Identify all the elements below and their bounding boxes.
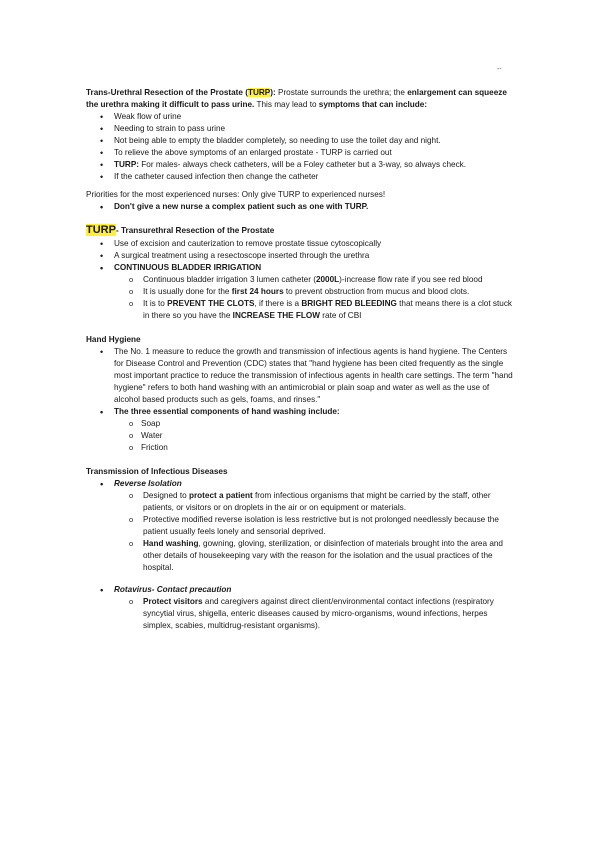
list-item: o Water	[86, 430, 516, 442]
list-item: • Weak flow of urine	[86, 111, 516, 123]
list-item: o It is usually done for the first 24 hours to prevent obstruction from mucus and blood clots.	[86, 286, 516, 298]
list-item: • TURP: For males- always check catheters, will be a Foley catheter but a 3-way, so always check.	[86, 159, 516, 171]
components-heading: • The three essential components of hand washing include:	[86, 406, 516, 418]
list-item: o Soap	[86, 418, 516, 430]
turp-intro-paragraph: Trans-Urethral Resection of the Prostate (TURP): Prostate surrounds the urethra; the enlargement can squeeze the urethra making it difficult to pass urine. This may lead to symptoms that can include:	[86, 88, 507, 109]
reverse-isolation-heading: • Reverse Isolation	[86, 478, 516, 490]
list-item: • Use of excision and cauterization to remove prostate tissue cytoscopically	[86, 238, 516, 250]
priorities-text: Priorities for the most experienced nurses: Only give TURP to experienced nurses!	[86, 190, 386, 199]
list-item: • The No. 1 measure to reduce the growth and transmission of infectious agents is hand hygiene. The Centers for Disease Control and Prevention (CDC) states that "hand hygiene has been cited frequently as the single most important practice to reduce the transmission of infectious agents in health care settings. The term "hand hygiene" refers to both hand washing with an antimicrobial or plain soap and water as well as the use of alcohol based products such as gels, foams, and rinses."	[86, 346, 516, 406]
list-item: • Needing to strain to pass urine	[86, 123, 516, 135]
list-item: o Hand washing, gowning, gloving, sterilization, or disinfection of materials brought into the area and other details of housekeeping vary with the reason for the isolation and the usual practices of the hospital.	[86, 538, 516, 574]
rotavirus-heading: • Rotavirus- Contact precaution	[86, 584, 516, 596]
list-item: o Designed to protect a patient from infectious organisms that might be carried by the staff, other patients, or visitors or on droplets in the air or on equipment or materials.	[86, 490, 516, 514]
list-item: • If the catheter caused infection then change the catheter	[86, 171, 516, 183]
list-item: o Protect visitors and caregivers against direct client/environmental contact infections (respiratory syncytial virus, shigella, enteric diseases caused by micro-organisms, wound infections, herpes simplex, scabies, multidrug-resistant organisms).	[86, 596, 516, 632]
priorities-list	[86, 201, 516, 213]
list-item: o It is to PREVENT THE CLOTS, if there is a BRIGHT RED BLEEDING that means there is a clot stuck in there so you have the INCREASE THE FLOW rate of CBI	[86, 298, 516, 322]
turp-section-heading: TURP- Transurethral Resection of the Prostate	[86, 224, 275, 236]
turp-section-highlight: TURP	[86, 224, 116, 236]
reverse-isolation-list	[86, 490, 516, 574]
rotavirus-list	[86, 584, 516, 596]
list-item: • A surgical treatment using a resectoscope inserted through the urethra	[86, 250, 516, 262]
turp-intro-title: Trans-Urethral Resection of the Prostate (TURP):	[86, 88, 276, 97]
list-item: o Friction	[86, 442, 516, 454]
transmission-list	[86, 478, 516, 490]
cbi-sublist	[86, 274, 516, 322]
turp-section-list	[86, 238, 516, 274]
hand-hygiene-list	[86, 346, 516, 418]
transmission-heading: Transmission of Infectious Diseases	[86, 467, 228, 476]
list-item: o Protective modified reverse isolation is less restrictive but is not prolonged needlessly because the patient usually feels lonely and sensorial deprived.	[86, 514, 516, 538]
symptom-list	[86, 111, 516, 183]
rotavirus-sublist	[86, 596, 516, 632]
list-item: • Not being able to empty the bladder completely, so needing to use the toilet day and night.	[86, 135, 516, 147]
list-item: • To relieve the above symptoms of an enlarged prostate - TURP is carried out	[86, 147, 516, 159]
page-corner-mark: --	[497, 66, 502, 73]
document-content	[86, 87, 516, 632]
list-item: • Don't give a new nurse a complex patient such as one with TURP.	[86, 201, 516, 213]
turp-highlight: TURP	[247, 88, 271, 97]
components-list	[86, 418, 516, 454]
cbi-heading: • CONTINUOUS BLADDER IRRIGATION	[86, 262, 516, 274]
list-item: o Continuous bladder irrigation 3 lumen catheter (2000L)-increase flow rate if you see red blood	[86, 274, 516, 286]
hand-hygiene-heading: Hand Hygiene	[86, 335, 141, 344]
